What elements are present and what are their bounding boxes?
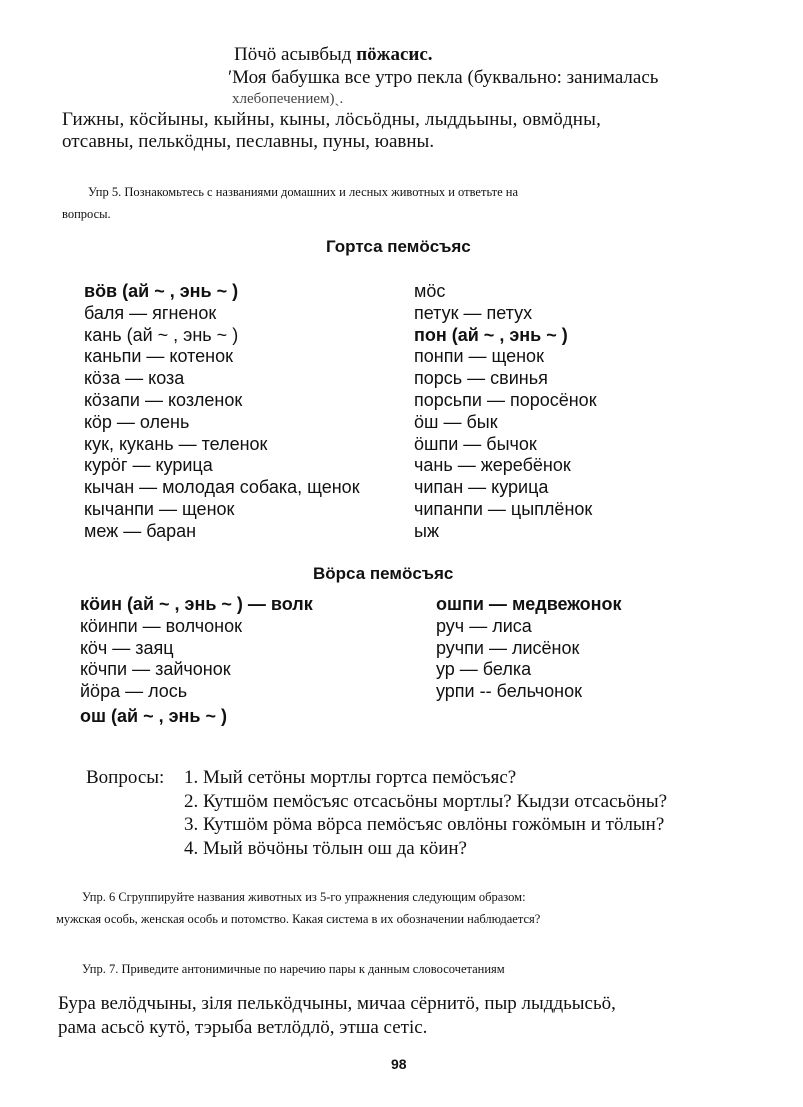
question-item: 1. Мый сетöны мортлы гортса пемöсъяс? — [184, 767, 517, 788]
list-item: öшпи — бычок — [414, 433, 537, 454]
list-item: вöв (ай ~ , энь ~ ) — [84, 281, 239, 301]
list-item: каньпи — котенок — [84, 346, 233, 367]
question-item: 2. Кутшöм пемöсъяс отсасьöны мортлы? Кыдзи отсасьöны? — [184, 790, 668, 812]
intro-sentence-text: Пöчö асывбыд — [234, 44, 357, 65]
exercise7-instruction: Упр. 7. Приведите антонимичные по наречию пары к данным словосочетаниям — [82, 962, 505, 976]
list-item: йöра — лось — [80, 681, 188, 702]
list-item: чипан — курица — [414, 477, 549, 498]
intro-translation-line1: ʹМоя бабушка все утро пекла (буквально: занималась — [228, 67, 659, 88]
list-item: ур — белка — [436, 659, 532, 680]
list-item: руч — лиса — [436, 615, 532, 636]
list-item: кань (ай ~ , энь ~ ) — [84, 324, 239, 345]
list-item: ручпи — лисёнок — [436, 637, 580, 658]
exercise7-phrases-line2: рама асьсö кутö, тэрыба ветлöдлö, этша сетiс. — [58, 1017, 428, 1038]
domestic-right-column — [414, 281, 597, 543]
list-item: кычан — молодая собака, щенок — [84, 477, 360, 498]
exercise7-phrases-line1: Бура велöдчыны, зiля пелькöдчыны, мичаа сёрнитö, пыр лыддьысьö, — [58, 993, 616, 1014]
domestic-left-column — [84, 281, 360, 543]
list-item: ошпи — медвежонок — [436, 594, 622, 614]
page-number: 98 — [391, 1056, 407, 1072]
list-item: ыж — [414, 520, 439, 541]
list-item: меж — баран — [84, 520, 197, 541]
exercise6-instruction-line1: Упр. 6 Сгруппируйте названия животных из 5-го упражнения следующим образом: — [82, 890, 526, 904]
list-item: кöч — заяц — [80, 637, 174, 658]
questions-label: Вопросы: — [86, 767, 165, 788]
list-item: кöчпи — зайчонок — [80, 659, 231, 680]
questions-list — [184, 766, 667, 860]
list-item: порсь — свинья — [414, 368, 548, 389]
verb-list-line2: отсавны, пелькöдны, пеславны, пуны, юавны. — [62, 131, 435, 152]
domestic-animals-heading: Гортса пемöсъяс — [326, 237, 471, 256]
list-item: кöза — коза — [84, 368, 185, 389]
list-item: кöин (ай ~ , энь ~ ) — волк — [80, 594, 313, 614]
list-item: ош (ай ~ , энь ~ ) — [80, 705, 227, 726]
wild-animals-heading: Вöрса пемöсъяс — [313, 564, 454, 583]
list-item: кычанпи — щенок — [84, 498, 235, 519]
list-item: курöг — курица — [84, 455, 213, 476]
wild-right-column — [436, 594, 621, 703]
list-item: мöс — [414, 281, 446, 301]
list-item: кöинпи — волчонок — [80, 615, 242, 636]
list-item: кöзапи — козленок — [84, 389, 243, 410]
list-item: понпи — щенок — [414, 346, 544, 367]
list-item: чипанпи — цыплёнок — [414, 498, 593, 519]
exercise5-instruction-line2: вопросы. — [62, 207, 111, 221]
list-item: кук, кукань — теленок — [84, 433, 268, 454]
question-item: 4. Мый вöчöны тöлын ош да кöин? — [184, 837, 467, 859]
intro-translation-line2: хлебопечением)ˎ. — [232, 91, 344, 107]
exercise5-instruction-line1: Упр 5. Познакомьтесь с названиями домашних и лесных животных и ответьте на — [88, 185, 519, 199]
list-item: кöр — олень — [84, 411, 190, 432]
list-item: петук — петух — [414, 302, 533, 323]
verb-list-line1: Гижны, кöсйыны, кыйны, кыны, лöсьöдны, лыддьыны, овмöдны, — [62, 109, 602, 130]
list-item: баля — ягненок — [84, 302, 217, 323]
list-item: пон (ай ~ , энь ~ ) — [414, 324, 568, 345]
list-item: порсьпи — поросёнок — [414, 389, 597, 410]
intro-sentence-bold: пöжасис. — [356, 44, 433, 65]
list-item: öш — бык — [414, 411, 498, 432]
exercise6-instruction-line2: мужская особь, женская особь и потомство. Какая система в их обозначении наблюдается? — [56, 912, 541, 926]
list-item: чань — жеребёнок — [414, 455, 571, 476]
list-item: урпи -- бельчонок — [436, 681, 583, 702]
intro-sentence — [234, 44, 433, 66]
question-item: 3. Кутшöм рöма вöрса пемöсъяс овлöны гожöмын и тöлын? — [184, 814, 665, 835]
wild-left-column — [80, 594, 313, 728]
